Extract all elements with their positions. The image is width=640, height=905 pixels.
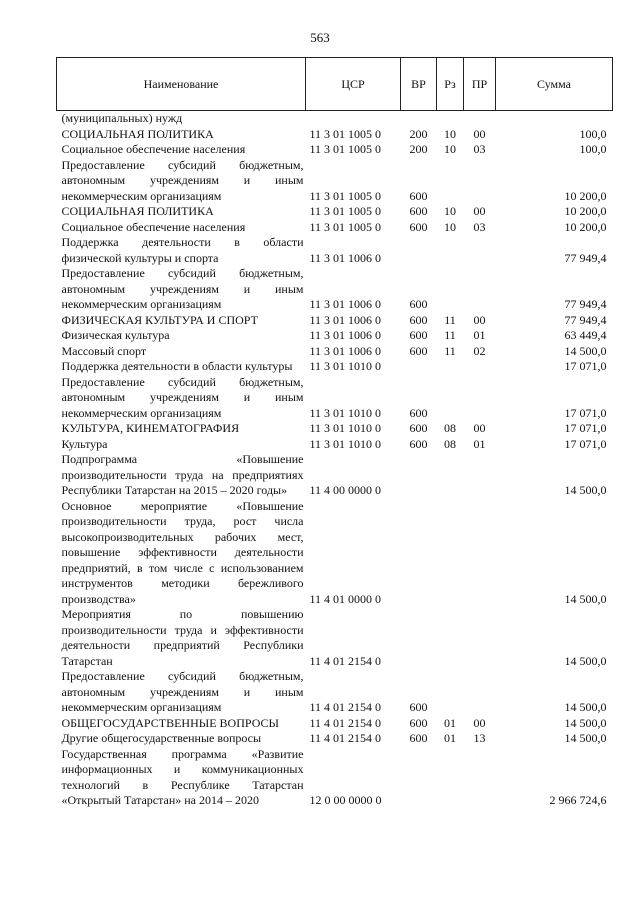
row-vr: 600 bbox=[409, 297, 428, 311]
table-row bbox=[57, 731, 613, 747]
row-pr bbox=[464, 452, 496, 499]
page-number: 563 bbox=[310, 30, 330, 45]
table-row bbox=[57, 607, 613, 669]
row-csr: 11 3 01 1005 0 bbox=[309, 188, 382, 203]
row-rz bbox=[437, 359, 464, 375]
row-name: ОБЩЕГОСУДАРСТВЕННЫЕ ВОПРОСЫ bbox=[61, 715, 279, 730]
row-name: Другие общегосударственные вопросы bbox=[61, 731, 262, 745]
row-csr: 11 4 01 2154 0 bbox=[309, 700, 382, 714]
row-vr bbox=[401, 111, 437, 127]
row-csr: 11 4 01 2154 0 bbox=[309, 731, 382, 745]
row-rz bbox=[437, 266, 464, 313]
row-vr: 200 bbox=[409, 142, 428, 156]
row-vr: 600 bbox=[409, 700, 428, 714]
row-rz: 01 bbox=[444, 731, 456, 745]
row-vr: 600 bbox=[409, 328, 428, 342]
row-sum: 14 500,0 bbox=[564, 715, 607, 730]
row-csr: 11 3 01 1006 0 bbox=[309, 343, 382, 358]
row-sum: 17 071,0 bbox=[564, 436, 607, 451]
row-pr: 00 bbox=[473, 126, 486, 141]
row-sum: 2 966 724,6 bbox=[549, 793, 607, 807]
row-name: (муниципальных) нужд bbox=[61, 111, 183, 125]
row-pr: 13 bbox=[473, 731, 486, 745]
row-csr: 11 3 01 1005 0 bbox=[309, 142, 382, 156]
row-rz: 11 bbox=[444, 328, 456, 342]
row-csr: 11 3 01 1010 0 bbox=[309, 436, 382, 451]
row-rz bbox=[437, 235, 464, 266]
row-pr bbox=[464, 266, 496, 313]
row-csr: 11 4 00 0000 0 bbox=[309, 483, 382, 497]
row-rz bbox=[437, 499, 464, 608]
row-name: СОЦИАЛЬНАЯ ПОЛИТИКА bbox=[61, 126, 214, 141]
table-row bbox=[57, 669, 613, 716]
row-pr bbox=[464, 747, 496, 809]
row-csr: 11 3 01 1006 0 bbox=[309, 250, 382, 265]
row-name: Предоставление субсидий бюджетным, автономным учреждениям и иным некоммерческим организациям bbox=[61, 266, 304, 311]
row-name: Поддержка деятельности в области культуры bbox=[61, 359, 293, 373]
header-sum: Сумма bbox=[496, 58, 613, 111]
table-row bbox=[57, 313, 613, 329]
row-rz: 08 bbox=[444, 421, 456, 435]
row-sum: 17 071,0 bbox=[564, 405, 607, 420]
row-csr bbox=[306, 111, 401, 127]
row-csr: 11 3 01 1006 0 bbox=[309, 297, 382, 311]
row-rz bbox=[437, 452, 464, 499]
row-csr: 11 4 01 2154 0 bbox=[309, 715, 382, 730]
row-vr: 600 bbox=[409, 421, 428, 435]
row-pr bbox=[464, 111, 496, 127]
table-row bbox=[57, 204, 613, 220]
table-row bbox=[57, 142, 613, 158]
row-sum: 17 071,0 bbox=[564, 421, 607, 435]
table-row bbox=[57, 127, 613, 143]
row-pr: 03 bbox=[473, 219, 486, 234]
row-csr: 11 3 01 1010 0 bbox=[309, 359, 382, 373]
row-name: Поддержка деятельности в области физической культуры и спорта bbox=[61, 235, 304, 265]
table-row bbox=[57, 452, 613, 499]
row-name: Предоставление субсидий бюджетным, автономным учреждениям и иным некоммерческим организациям bbox=[61, 669, 304, 714]
table-row bbox=[57, 111, 613, 127]
row-sum: 63 449,4 bbox=[564, 328, 607, 342]
row-csr: 11 3 01 1010 0 bbox=[309, 421, 382, 435]
table-header-row bbox=[57, 58, 613, 111]
row-sum: 100,0 bbox=[579, 126, 607, 141]
row-vr: 600 bbox=[409, 436, 428, 451]
row-pr bbox=[464, 359, 496, 375]
row-pr bbox=[464, 375, 496, 422]
header-rz: Рз bbox=[437, 58, 464, 111]
row-rz: 10 bbox=[444, 126, 456, 141]
row-sum: 17 071,0 bbox=[564, 359, 607, 373]
row-name: Государственная программа «Развитие информационных и коммуникационных технологий в Республике Татарстан «Открытый Татарстан» на 2014 – 2020 bbox=[61, 746, 304, 807]
row-name: Мероприятия по повышению производительности труда и эффективности деятельности предприятий Республики Татарстан bbox=[61, 607, 304, 668]
table-row bbox=[57, 235, 613, 266]
row-rz: 11 bbox=[444, 343, 456, 358]
row-vr: 600 bbox=[409, 219, 428, 234]
row-name: Основное мероприятие «Повышение производительности труда, рост числа высокопроизводительных рабочих мест, повышение эффективности деятельности предприятий, в том числе с использованием инструментов методики бережливого производства» bbox=[61, 498, 304, 606]
header-name: Наименование bbox=[57, 58, 306, 111]
row-vr: 600 bbox=[409, 204, 428, 218]
row-vr: 600 bbox=[409, 731, 428, 745]
table-row bbox=[57, 499, 613, 608]
row-pr bbox=[464, 607, 496, 669]
row-pr: 00 bbox=[473, 421, 486, 435]
row-sum: 14 500,0 bbox=[564, 653, 607, 668]
row-rz: 08 bbox=[444, 436, 456, 451]
row-rz bbox=[437, 607, 464, 669]
row-vr bbox=[401, 607, 437, 669]
row-csr: 11 4 01 0000 0 bbox=[309, 591, 382, 606]
row-csr: 12 0 00 0000 0 bbox=[309, 793, 382, 807]
row-sum: 14 500,0 bbox=[564, 731, 607, 745]
row-vr: 600 bbox=[409, 405, 428, 420]
row-pr: 01 bbox=[473, 436, 486, 451]
row-csr: 11 3 01 1006 0 bbox=[309, 328, 382, 342]
row-vr bbox=[401, 359, 437, 375]
row-sum: 10 200,0 bbox=[564, 188, 607, 203]
row-csr: 11 3 01 1005 0 bbox=[309, 204, 382, 218]
row-pr bbox=[464, 235, 496, 266]
row-rz: 11 bbox=[444, 312, 456, 327]
row-name: Социальное обеспечение населения bbox=[61, 142, 246, 156]
row-sum: 14 500,0 bbox=[564, 591, 607, 606]
row-pr: 01 bbox=[473, 328, 486, 342]
row-pr bbox=[464, 158, 496, 205]
row-rz bbox=[437, 747, 464, 809]
row-pr: 02 bbox=[473, 343, 486, 358]
row-sum: 10 200,0 bbox=[564, 219, 607, 234]
table-row bbox=[57, 359, 613, 375]
row-pr: 03 bbox=[473, 142, 486, 156]
row-rz: 01 bbox=[444, 715, 456, 730]
row-csr: 11 3 01 1006 0 bbox=[309, 312, 382, 327]
header-pr: ПР bbox=[464, 58, 496, 111]
row-vr: 200 bbox=[409, 126, 428, 141]
row-vr bbox=[401, 235, 437, 266]
row-sum: 14 500,0 bbox=[564, 343, 607, 358]
row-rz bbox=[437, 375, 464, 422]
row-vr bbox=[401, 747, 437, 809]
row-name: Подпрограмма «Повышение производительности труда на предприятиях Республики Татарстан на 2015 – 2020 годы» bbox=[61, 452, 304, 497]
row-name: Предоставление субсидий бюджетным, автономным учреждениям и иным некоммерческим организациям bbox=[61, 157, 304, 203]
row-sum: 77 949,4 bbox=[564, 250, 607, 265]
row-sum: 77 949,4 bbox=[564, 297, 607, 311]
row-name: Физическая культура bbox=[61, 328, 170, 342]
row-vr bbox=[401, 452, 437, 499]
row-name: Предоставление субсидий бюджетным, автономным учреждениям и иным некоммерческим организациям bbox=[61, 374, 304, 420]
row-vr bbox=[401, 499, 437, 608]
table-row bbox=[57, 220, 613, 236]
row-vr: 600 bbox=[409, 188, 428, 203]
row-name: Массовый спорт bbox=[61, 343, 147, 358]
row-name: ФИЗИЧЕСКАЯ КУЛЬТУРА И СПОРТ bbox=[61, 312, 258, 327]
header-csr: ЦСР bbox=[306, 58, 401, 111]
row-vr: 600 bbox=[409, 312, 428, 327]
row-rz: 10 bbox=[444, 142, 456, 156]
row-name: КУЛЬТУРА, КИНЕМАТОГРАФИЯ bbox=[61, 421, 240, 435]
row-sum: 14 500,0 bbox=[564, 700, 607, 714]
row-rz bbox=[437, 111, 464, 127]
row-name: Культура bbox=[61, 436, 108, 451]
row-sum: 10 200,0 bbox=[564, 204, 607, 218]
table-row bbox=[57, 344, 613, 360]
row-sum: 14 500,0 bbox=[564, 483, 607, 497]
row-sum bbox=[496, 111, 613, 127]
row-csr: 11 3 01 1005 0 bbox=[309, 219, 382, 234]
table-row bbox=[57, 375, 613, 422]
row-vr: 600 bbox=[409, 715, 428, 730]
row-csr: 11 3 01 1005 0 bbox=[309, 126, 382, 141]
row-csr: 11 3 01 1010 0 bbox=[309, 405, 382, 420]
row-sum: 100,0 bbox=[579, 142, 607, 156]
row-vr: 600 bbox=[409, 343, 428, 358]
row-rz bbox=[437, 158, 464, 205]
row-name: СОЦИАЛЬНАЯ ПОЛИТИКА bbox=[61, 204, 214, 218]
row-rz bbox=[437, 669, 464, 716]
table-row bbox=[57, 421, 613, 437]
table-body bbox=[57, 111, 613, 809]
row-pr: 00 bbox=[473, 715, 486, 730]
row-pr: 00 bbox=[473, 204, 486, 218]
row-pr bbox=[464, 499, 496, 608]
row-pr: 00 bbox=[473, 312, 486, 327]
table-row bbox=[57, 437, 613, 453]
table-row bbox=[57, 747, 613, 809]
row-pr bbox=[464, 669, 496, 716]
budget-table bbox=[56, 57, 613, 809]
table-row bbox=[57, 266, 613, 313]
header-vr: ВР bbox=[401, 58, 437, 111]
row-sum: 77 949,4 bbox=[564, 312, 607, 327]
row-csr: 11 4 01 2154 0 bbox=[309, 653, 382, 668]
table-row bbox=[57, 716, 613, 732]
table-row bbox=[57, 158, 613, 205]
row-rz: 10 bbox=[444, 204, 456, 218]
row-rz: 10 bbox=[444, 219, 456, 234]
table-row bbox=[57, 328, 613, 344]
row-name: Социальное обеспечение населения bbox=[61, 219, 246, 234]
